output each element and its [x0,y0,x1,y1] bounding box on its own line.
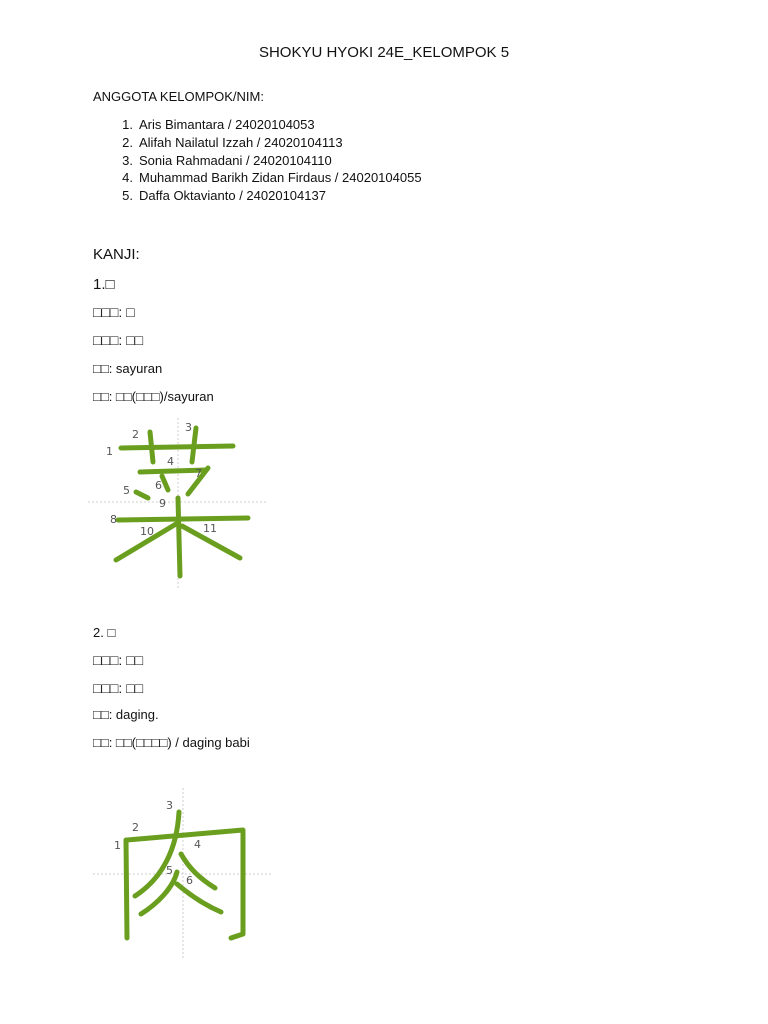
stroke-number: 10 [140,525,154,538]
kanji-1-example: □□: □□(□□□)/sayuran [93,389,214,404]
kanji-2-onyomi: □□□: □□ [93,652,144,668]
list-number: 5. [122,188,133,204]
member-entry: Aris Bimantara / 24020104053 [139,117,315,132]
stroke-number: 5 [166,864,173,877]
stroke-number: 6 [155,479,162,492]
list-number: 1. [122,117,133,132]
kanji-1-stroke-order-image [88,418,268,588]
kanji-1-heading: 1.□ [93,276,115,293]
member-entry: Daffa Oktavianto / 24020104137 [139,188,326,204]
document-title: SHOKYU HYOKI 24E_KELOMPOK 5 [258,44,510,61]
list-number: 3. [122,152,133,168]
stroke-number: 4 [194,838,201,851]
kanji-2-meaning: □□: daging. [93,707,159,722]
stroke-number: 4 [167,455,174,468]
stroke-number: 2 [132,821,139,834]
list-number: 2. [122,134,133,150]
kanji-1-kunyomi: □□□: □□ [93,332,144,348]
stroke-number: 1 [114,839,121,852]
kanji-heading: KANJI: [93,246,140,263]
stroke-number: 8 [110,513,117,526]
list-item [93,134,422,152]
kanji-2-kunyomi: □□□: □□ [93,680,144,696]
stroke-number: 11 [203,522,217,535]
members-heading: ANGGOTA KELOMPOK/NIM: [93,89,264,104]
kanji-2-heading: 2. □ [93,625,116,640]
stroke-number: 5 [123,484,130,497]
kanji-1-onyomi: □□□: □ [93,304,135,320]
kanji-2-stroke-order-image [93,788,273,960]
kanji-1-meaning: □□: sayuran [93,361,163,376]
member-entry: Muhammad Barikh Zidan Firdaus / 24020104055 [139,170,422,186]
list-item [93,116,422,134]
stroke-number: 7 [195,467,202,480]
stroke-number: 3 [166,799,173,812]
stroke-number: 2 [132,428,139,441]
stroke-number: 6 [186,874,193,887]
stroke-number: 9 [159,497,166,510]
kanji-2-example: □□: □□(□□□□) / daging babi [93,735,250,750]
list-item [93,152,422,170]
members-list [93,116,422,205]
list-number: 4. [122,170,133,186]
stroke-number: 3 [185,421,192,434]
list-item [93,187,422,205]
member-entry: Alifah Nailatul Izzah / 24020104113 [139,134,343,150]
list-item [93,169,422,187]
member-entry: Sonia Rahmadani / 24020104110 [139,152,332,168]
stroke-number: 1 [106,445,113,458]
